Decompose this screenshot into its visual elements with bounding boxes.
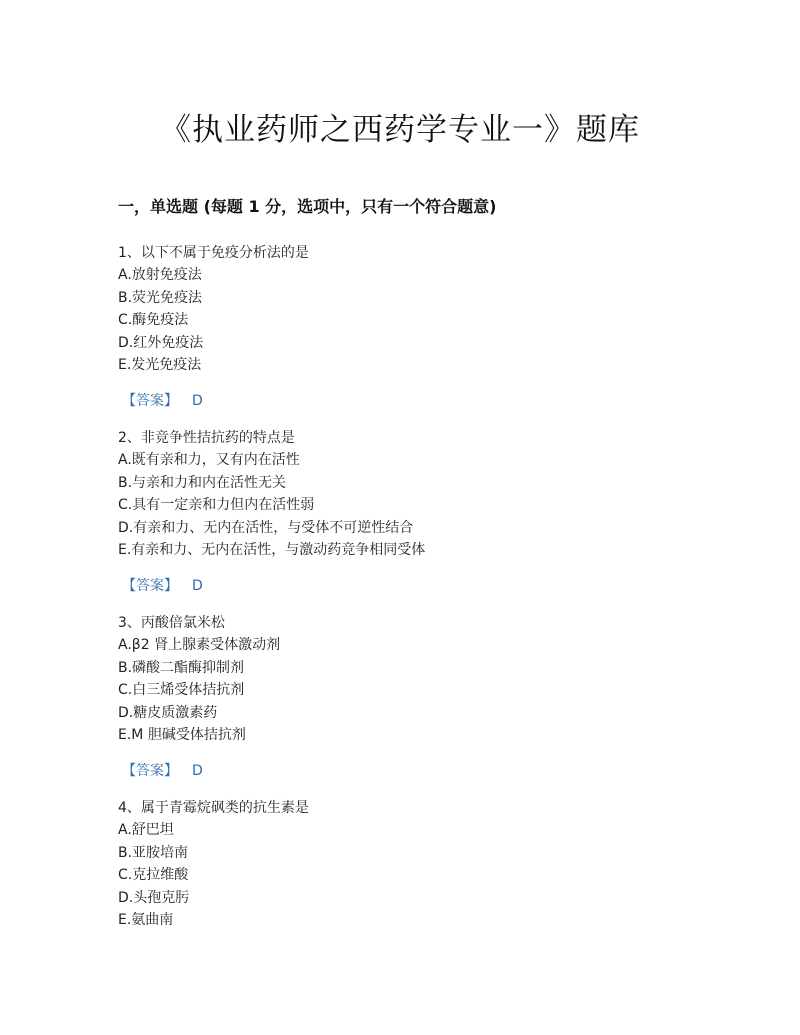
option-c: C.酶免疫法	[118, 312, 189, 329]
option-c: C.克拉维酸	[118, 867, 189, 884]
option-e: E.M 胆碱受体拮抗剂	[118, 727, 246, 744]
question-4	[118, 797, 718, 931]
option-c: C.白三烯受体拮抗剂	[118, 682, 245, 699]
option-e: E.氨曲南	[118, 912, 174, 929]
answer-line	[118, 760, 718, 782]
answer-label: 【答案】	[122, 393, 178, 410]
option-b: B.亚胺培南	[118, 844, 189, 861]
option-d: D.红外免疫法	[118, 334, 204, 351]
option-a: A.既有亲和力，又有内在活性	[118, 452, 300, 469]
option-d: D.糖皮质激素药	[118, 704, 218, 721]
option-b: B.磷酸二酯酶抑制剂	[118, 659, 245, 676]
option-b: B.与亲和力和内在活性无关	[118, 474, 287, 491]
option-a: A.放射免疫法	[118, 267, 202, 284]
option-a: A.舒巴坦	[118, 822, 174, 839]
question-2	[118, 427, 718, 597]
option-e: E.发光免疫法	[118, 357, 202, 374]
option-a: A.β2 肾上腺素受体激动剂	[118, 637, 281, 654]
question-stem: 1、以下不属于免疫分析法的是	[118, 245, 309, 261]
option-d: D.有亲和力、无内在活性，与受体不可逆性结合	[118, 519, 414, 536]
question-stem: 2、非竞争性拮抗药的特点是	[118, 430, 295, 446]
answer-value: D	[192, 393, 203, 410]
answer-label: 【答案】	[122, 578, 178, 595]
option-c: C.具有一定亲和力但内在活性弱	[118, 497, 315, 514]
section-heading: 一，单选题 (每题 1 分，选项中，只有一个符合题意)	[118, 197, 497, 216]
question-stem: 4、属于青霉烷砜类的抗生素是	[118, 800, 309, 816]
answer-label: 【答案】	[122, 763, 178, 780]
answer-line	[118, 390, 718, 412]
question-stem: 3、丙酸倍氯米松	[118, 615, 225, 631]
answer-value: D	[192, 763, 203, 780]
answer-line	[118, 575, 718, 597]
question-1	[118, 242, 718, 412]
question-3	[118, 612, 718, 782]
option-d: D.头孢克肟	[118, 889, 190, 906]
document-title: 《执业药师之西药学专业一》题库	[160, 112, 640, 148]
option-e: E.有亲和力、无内在活性，与激动药竞争相同受体	[118, 542, 426, 559]
option-b: B.荧光免疫法	[118, 289, 203, 306]
answer-value: D	[192, 578, 203, 595]
